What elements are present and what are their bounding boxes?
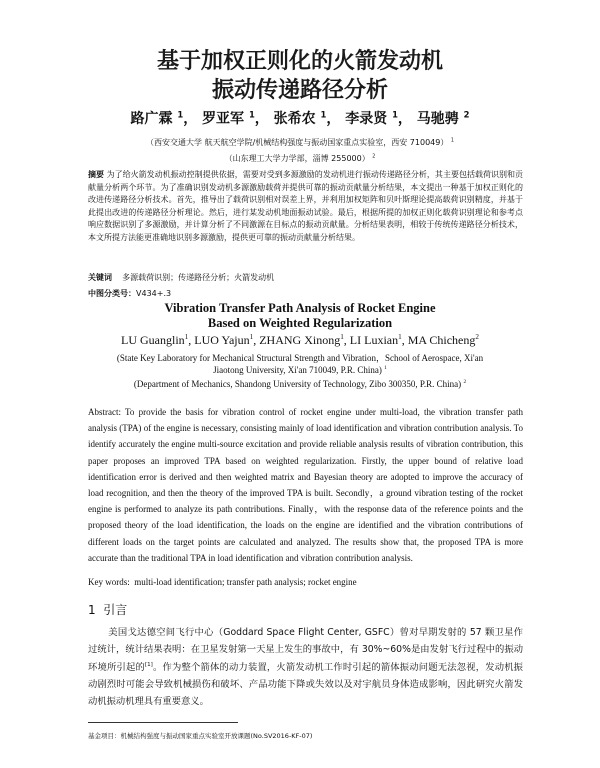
author-cn: 马驰骋 $^2$ <box>416 109 470 127</box>
affiliation-cn-2: （山东理工大学力学部，淄博 255000） $^2$ <box>224 154 376 163</box>
citation-ref[interactable]: [1] <box>144 661 153 668</box>
abstract-cn <box>88 169 523 245</box>
title-cn-line-1: 基于加权正则化的火箭发动机 <box>156 49 443 74</box>
footnote-divider <box>88 722 238 723</box>
abstract-cn-text: 为了给火箭发动机振动控制提供依据，需要对受到多源激励的发动机进行振动传递路径分析，其主要包括载荷识别和贡献量分析两个环节。为了准确识别发动机多源激励载荷并提供可靠的振动贡献量分析结果，本文提出一种基于加权正则化的改进传递路径分析技术。首先，推导出了载荷识别相对误差上界，并利用加权矩阵和贝叶斯理论提高载荷识别精度，并基于此提出改进的传递路径分析理论。然后，进行某发动机地面振动试验。最后，根据所提的加权正则化载荷识别理论和参考点响应数据识别了多源激励，并计算分析了不同激源在目标点的振动贡献量。分析结果表明，相较于传统传递路径分析技术，本文所提方法能更准确地识别多源激励，提供更可靠的振动贡献量分析结果。 <box>88 170 524 242</box>
title-cn-line-2: 振动传递路径分析 <box>211 78 388 103</box>
author-cn: 李录贤 $^1$ <box>345 109 398 127</box>
authors-en: LU Guanglin$^1$, LUO Yajun$^1$, ZHANG Xinong$^1$, LI Luxian$^1$, MA Chicheng$^2$ <box>121 333 479 347</box>
keywords-en: Key words: multi-load identification; transfer path analysis; rocket engine <box>88 577 357 587</box>
affiliation-cn-1: （西安交通大学 航天航空学院/机械结构强度与振动国家重点实验室，西安 710049） $^1$ <box>146 138 454 147</box>
abstract-cn-label: 摘要 <box>88 170 105 179</box>
title-en-line-1: Vibration Transfer Path Analysis of Rocket Engine <box>164 301 436 315</box>
title-en-line-2: Based on Weighted Regularization <box>207 316 393 330</box>
clc-number: 中图分类号：V434+.3 <box>88 289 172 298</box>
affiliation-en-2: Jiaotong University, Xi'an 710049, P.R. China) $^1$ <box>213 365 387 375</box>
author-cn: 张希农 $^1$ <box>273 109 327 127</box>
affiliation-en-1: (State Key Laboratory for Mechanical Structural Strength and Vibration，School of Aerospace, Xi'an <box>116 353 484 363</box>
section-heading: 1 引言 <box>88 603 128 617</box>
author-cn: 路广霖 $^1$ <box>130 109 184 127</box>
affiliation-en-3: (Department of Mechanics, Shandong University of Technology, Zibo 300350, P.R. China) $^2$ <box>133 379 467 389</box>
author-cn: 罗亚军 $^1$ <box>202 109 255 127</box>
keywords-cn: 关键词 多源载荷识别；传递路径分析；火箭发动机 <box>88 273 275 282</box>
abstract-en <box>88 404 523 566</box>
abstract-en-text: To provide the basis for vibration control of rocket engine under multi-load, the vibration transfer path analysis (TPA) of the engine is necessary, consisting mainly of load identification and vibration contribution analysis. To identify accurately the engine multi-source excitation and provide reliable analysis results of vibration contribution, this paper proposes an improved TPA based on weighted regularization. Firstly, the upper bound of relative load identification error is derived and then weighted matrix and Bayesian theory are adopted to improve the accuracy of load recognition, and then the theory of the improved TPA is built. Secondly，a ground vibration testing of the rocket engine is performed to analyze its path contributions. Finally，with the response data of the reference points and the proposed theory of the load identification, the loads on the engine are identified and the vibration contributions of different loads on the target points are calculated and analyzed. The results show that, the proposed TPA is more accurate than the traditional TPA in load identification and vibration contribution analysis. <box>88 407 524 563</box>
abstract-en-label: Abstract: <box>88 407 121 417</box>
body-paragraph: 美国戈达德空间飞行中心（Goddard Space Flight Center, GSFC）曾对早期发射的 57 颗卫星作过统计，统计结果表明：在卫星发射第一天星上发生的事故中，有 30%~60%是由发射飞行过程中的振动环境所引起的[1]。作为整个箭体的动力装置，火箭发动机工作时引起的箭体振动问题无法忽视，发动机振动剧烈时可能会导致机械损伤和破坏、产品功能下降或失效以及对宇航员身体造成影响，因此研究火箭发动机振动机理具有重要意义。 <box>88 627 523 708</box>
authors-cn: 路广霖 $^1$， 罗亚军 $^1$， 张希农 $^1$， 李录贤 $^1$， 马驰骋 $^2$ <box>130 109 470 127</box>
footnote: 基金项目：机械结构强度与振动国家重点实验室开放课题(No.SV2016-KF-07) <box>88 732 313 740</box>
